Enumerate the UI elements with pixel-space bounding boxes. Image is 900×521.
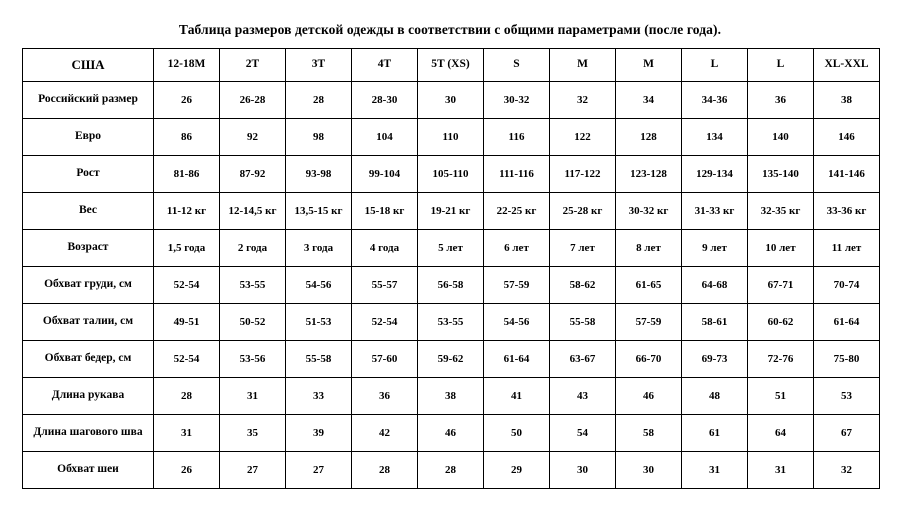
table-cell: 42 [352,415,418,452]
table-cell: 70-74 [814,267,880,304]
table-cell: 29 [484,452,550,489]
table-cell: 27 [220,452,286,489]
table-cell: 5 лет [418,230,484,267]
column-header-4: 4T [352,49,418,82]
row-header: Обхват талии, см [23,304,154,341]
table-cell: 55-58 [286,341,352,378]
table-row [23,193,880,230]
table-cell: 117-122 [550,156,616,193]
table-container [0,48,900,489]
column-header-0: США [23,49,154,82]
table-cell: 61 [682,415,748,452]
column-header-9: L [682,49,748,82]
table-cell: 7 лет [550,230,616,267]
row-header: Российский размер [23,82,154,119]
table-cell: 11 лет [814,230,880,267]
column-header-7: M [550,49,616,82]
table-cell: 93-98 [286,156,352,193]
table-cell: 28 [286,82,352,119]
size-chart-table [22,48,880,489]
table-cell: 30 [550,452,616,489]
table-cell: 32 [550,82,616,119]
table-cell: 58-62 [550,267,616,304]
table-cell: 28-30 [352,82,418,119]
row-header: Обхват бедер, см [23,341,154,378]
table-cell: 87-92 [220,156,286,193]
table-cell: 58 [616,415,682,452]
table-cell: 30-32 кг [616,193,682,230]
table-cell: 46 [616,378,682,415]
table-cell: 55-57 [352,267,418,304]
table-cell: 8 лет [616,230,682,267]
table-cell: 57-59 [484,267,550,304]
table-cell: 41 [484,378,550,415]
table-cell: 30 [418,82,484,119]
row-header: Рост [23,156,154,193]
table-cell: 31 [154,415,220,452]
table-cell: 9 лет [682,230,748,267]
table-row [23,82,880,119]
table-row [23,119,880,156]
table-cell: 50-52 [220,304,286,341]
table-cell: 4 года [352,230,418,267]
column-header-5: 5T (XS) [418,49,484,82]
table-cell: 54-56 [484,304,550,341]
table-cell: 39 [286,415,352,452]
column-header-8: M [616,49,682,82]
column-header-1: 12-18M [154,49,220,82]
row-header: Обхват шеи [23,452,154,489]
row-header: Вес [23,193,154,230]
table-cell: 15-18 кг [352,193,418,230]
table-row [23,156,880,193]
table-cell: 35 [220,415,286,452]
table-cell: 34-36 [682,82,748,119]
table-cell: 129-134 [682,156,748,193]
table-cell: 52-54 [352,304,418,341]
table-cell: 31-33 кг [682,193,748,230]
column-header-3: 3T [286,49,352,82]
table-cell: 10 лет [748,230,814,267]
table-cell: 81-86 [154,156,220,193]
table-cell: 61-65 [616,267,682,304]
table-cell: 32 [814,452,880,489]
table-cell: 26 [154,452,220,489]
table-cell: 38 [418,378,484,415]
table-cell: 57-60 [352,341,418,378]
table-cell: 98 [286,119,352,156]
row-header: Длина шагового шва [23,415,154,452]
table-cell: 34 [616,82,682,119]
table-cell: 72-76 [748,341,814,378]
table-cell: 53-55 [418,304,484,341]
table-cell: 53-55 [220,267,286,304]
table-cell: 30-32 [484,82,550,119]
table-cell: 48 [682,378,748,415]
table-cell: 56-58 [418,267,484,304]
table-cell: 26 [154,82,220,119]
table-cell: 28 [154,378,220,415]
table-cell: 105-110 [418,156,484,193]
table-cell: 104 [352,119,418,156]
table-cell: 28 [352,452,418,489]
table-cell: 38 [814,82,880,119]
row-header: Длина рукава [23,378,154,415]
table-cell: 61-64 [484,341,550,378]
table-cell: 25-28 кг [550,193,616,230]
table-cell: 99-104 [352,156,418,193]
column-header-10: L [748,49,814,82]
table-cell: 111-116 [484,156,550,193]
table-cell: 31 [220,378,286,415]
table-cell: 49-51 [154,304,220,341]
table-cell: 64-68 [682,267,748,304]
table-cell: 36 [352,378,418,415]
table-row [23,267,880,304]
table-cell: 61-64 [814,304,880,341]
table-row [23,230,880,267]
table-row [23,304,880,341]
table-cell: 32-35 кг [748,193,814,230]
table-body [23,49,880,489]
table-cell: 134 [682,119,748,156]
table-cell: 122 [550,119,616,156]
column-header-11: XL-XXL [814,49,880,82]
table-cell: 30 [616,452,682,489]
table-cell: 31 [748,452,814,489]
table-cell: 55-58 [550,304,616,341]
table-cell: 46 [418,415,484,452]
table-cell: 3 года [286,230,352,267]
table-cell: 110 [418,119,484,156]
table-cell: 57-59 [616,304,682,341]
table-row [23,378,880,415]
table-cell: 53-56 [220,341,286,378]
table-cell: 123-128 [616,156,682,193]
table-cell: 12-14,5 кг [220,193,286,230]
table-cell: 52-54 [154,267,220,304]
table-cell: 60-62 [748,304,814,341]
page-title: Таблица размеров детской одежды в соответствии с общими параметрами (после года). [178,22,722,37]
table-cell: 67-71 [748,267,814,304]
row-header: Возраст [23,230,154,267]
table-cell: 116 [484,119,550,156]
table-cell: 31 [682,452,748,489]
table-cell: 135-140 [748,156,814,193]
table-row [23,341,880,378]
table-cell: 64 [748,415,814,452]
table-cell: 22-25 кг [484,193,550,230]
table-cell: 140 [748,119,814,156]
table-cell: 1,5 года [154,230,220,267]
table-header-row [23,49,880,82]
table-cell: 75-80 [814,341,880,378]
table-cell: 27 [286,452,352,489]
table-cell: 28 [418,452,484,489]
table-cell: 92 [220,119,286,156]
table-cell: 2 года [220,230,286,267]
table-row [23,452,880,489]
table-cell: 51 [748,378,814,415]
table-cell: 13,5-15 кг [286,193,352,230]
table-cell: 33 [286,378,352,415]
table-cell: 43 [550,378,616,415]
table-cell: 54 [550,415,616,452]
table-cell: 51-53 [286,304,352,341]
table-cell: 26-28 [220,82,286,119]
column-header-2: 2T [220,49,286,82]
table-cell: 6 лет [484,230,550,267]
table-cell: 33-36 кг [814,193,880,230]
row-header: Евро [23,119,154,156]
table-cell: 59-62 [418,341,484,378]
column-header-6: S [484,49,550,82]
table-cell: 19-21 кг [418,193,484,230]
table-cell: 128 [616,119,682,156]
table-cell: 141-146 [814,156,880,193]
table-cell: 36 [748,82,814,119]
table-cell: 53 [814,378,880,415]
table-cell: 52-54 [154,341,220,378]
table-cell: 50 [484,415,550,452]
table-cell: 86 [154,119,220,156]
table-cell: 66-70 [616,341,682,378]
row-header: Обхват груди, см [23,267,154,304]
table-cell: 11-12 кг [154,193,220,230]
table-cell: 54-56 [286,267,352,304]
table-cell: 58-61 [682,304,748,341]
table-cell: 146 [814,119,880,156]
table-cell: 69-73 [682,341,748,378]
table-cell: 63-67 [550,341,616,378]
table-cell: 67 [814,415,880,452]
table-row [23,415,880,452]
